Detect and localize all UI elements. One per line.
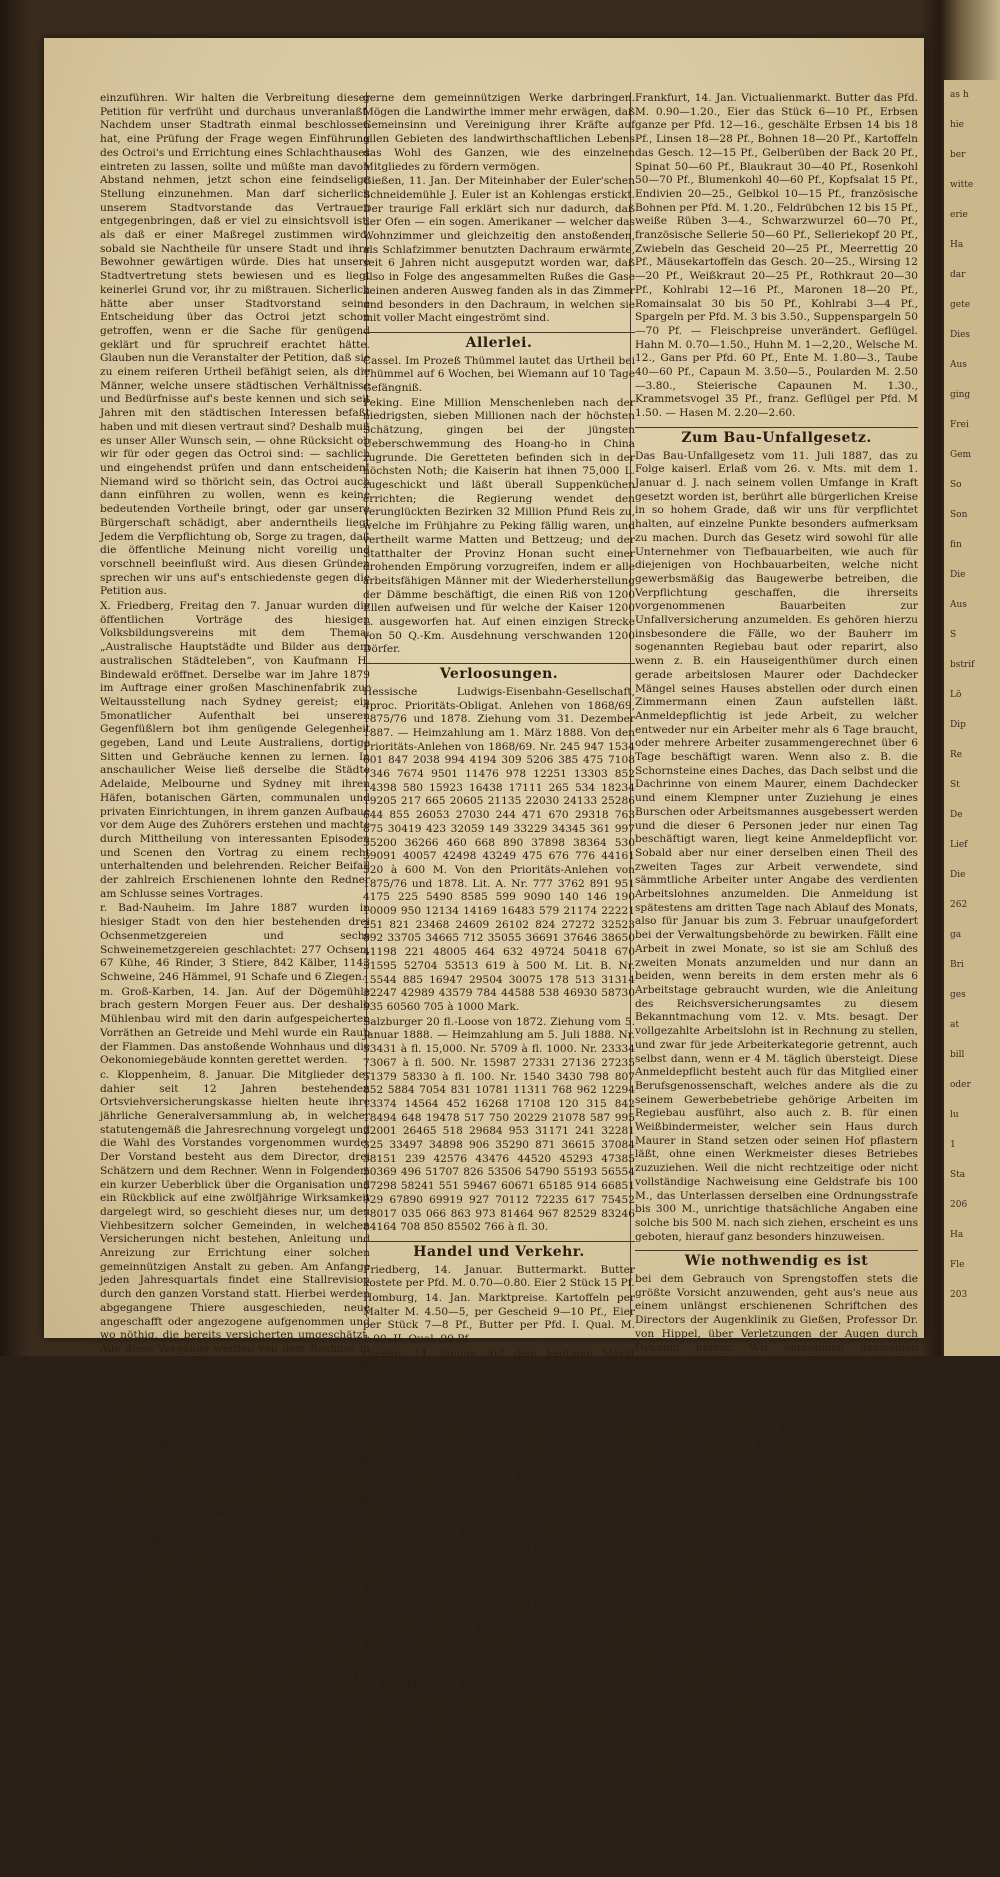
article-petition: einzuführen. Wir halten die Verbreitung dieser Petition für verfrüht und durchaus unveranlaßt. Nachdem unser Stadtrath einmal beschlossen hat, eine Prüfung der Frage wegen Einführung des Octroi's und Errichtung eines Schlachthauses eintreten zu lassen, sollte und müßte man davon Abstand nehmen, jetzt schon eine feindselige Stellung einzunehmen. Man darf sicherlich unserem Stadtvorstande das Vertrauen entgegenbringen, daß er viel zu einsichtsvoll ist, als daß er einer Maßregel zustimmen wird, sobald sie Nachtheile für unsere Stadt und ihre Bewohner gewärtigen würde. Dies hat unsere Stadtvertretung stets bewiesen und es liegt keinerlei Grund vor, ihr zu mißtrauen. Sicherlich hätte aber unser Stadtvorstand seine Entscheidung über das Octroi jetzt schon getroffen, wenn er die Sache für genügend geklärt und für spruchreif erachtet hätte. Glauben nun die Veranstalter der Petition, daß sie zu einem reiferen Urtheil befähigt seien, als die Männer, welche unsere städtischen Verhältnisse und Bedürfnisse auf's beste kennen und sich seit Jahren mit den städtischen Interessen befaßt haben und mit diesen vertraut sind? Deshalb muß es unser Aller Wunsch sein, — ohne Rücksicht ob wir für oder gegen das Octroi sind: — sachlich und eingehendst prüfen und dann entscheiden! Niemand wird so thöricht sein, das Octroi auch dann einführen zu wollen, wenn es keine bedeutenden Vortheile bringt, oder gar unsere Bürgerschaft schädigt, aber anderntheils liegt Jedem die Verpflichtung ob, Sorge zu tragen, daß die öffentliche Meinung nicht voreilig und vorschnell beeinflußt wird. Aus diesen Gründen sprechen wir uns auf's entschiedenste gegen die Petition aus.: [100, 92, 370, 598]
adjacent-page-fragment: Gem: [950, 450, 972, 460]
market-frankfurt-calves: Frankfurt, 12. Jan. Der heutige Kälbermarkt war von 443 Kälbern befahren. Die Preise für 1 Pfd. Schlachtgewicht waren 45—55 Pf.: [363, 1513, 635, 1553]
adjacent-page-fragment: Aus: [950, 360, 967, 370]
section-heading-verloosungen: Verloosungen.: [363, 663, 635, 682]
column-3: [635, 92, 918, 1779]
lottery-salzburger: Salzburger 20 fl.-Loose von 1872. Ziehung vom 5. Januar 1888. — Heimzahlung am 5. Juli 1888. Nr. 53431 à fl. 15,000. Nr. 5709 à fl. 1000. Nr. 23334 73067 à fl. 500. Nr. 15987 27331 27136 27235 51379 58330 à fl. 100. Nr. 1540 3430 798 807 852 5884 7054 831 10781 11311 768 962 12294 13374 14564 452 16268 17108 120 315 842 18494 648 19478 517 750 20229 21078 587 995 22001 26465 518 29684 953 31171 241 32281 325 33497 34898 906 35290 871 36615 37084 38151 239 42576 43476 44520 45293 47385 50369 496 51707 826 53506 54790 55193 56554 57298 58241 551 59467 60671 65185 914 66851 929 67890 69919 927 70112 72235 617 75452 78017 035 066 863 973 81464 967 82529 83246 84164 708 850 85502 766 à fl. 30.: [363, 1015, 635, 1234]
adjacent-page-fragment: oder: [950, 1080, 971, 1090]
adjacent-page-fragment: 1: [950, 1140, 956, 1150]
adjacent-page-fragment: fin: [950, 540, 962, 550]
section-heading-bau-unfallgesetz: Zum Bau-Unfallgesetz.: [635, 427, 918, 446]
market-giessen: Gießen, 14. Januar. Auf dem heutigen Markt kostete Butter per Pfd. M. 0.70—0.80, Eier per St. 7—8 Pf., Käse per St. 4—7 Pf., Tauben per Paar 0.50—0.70 M., Hühner per St. M. 0.90—1.30, Hahnen per St. M. 1.20 bis 1.50, Enten per St. M. 1.40—1.80, Gänse per Pfd. 50—60 Pf., Ochsenfleisch per Pfd. 58—60 Pf., Kuh- und Rindfleisch 45—50 Pf., Schweinefleisch 58 bis 60 Pf., Hammelfleisch 40—60 Pf., Kalbfleisch 40—48 Pf., Kartoffeln per 100 Kilo M. 4.00—4.80, Weißkraut Stück 5—10 Pf., Zwiebeln per Ctr. M. 8.00—10.00.: [363, 1347, 635, 1511]
adjacent-page-fragment: ber: [950, 150, 966, 160]
article-giessen: Gießen, 11. Jan. Der Miteinhaber der Euler'schen Schneidemühle J. Euler ist an Kohlengas erstickt. Der traurige Fall erklärt sich nur dadurch, daß der Ofen — ein sogen. Amerikaner — welcher das Wohnzimmer und gleichzeitig den anstoßenden, als Schlafzimmer benutzten Dachraum erwärmte, seit 6 Jahren nicht ausgeputzt worden war, daß also in Folge des angesammelten Rußes die Gase keinen anderen Ausweg fanden als in das Zimmer und besonders in den Dachraum, in welchen sie mit voller Macht eingeströmt sind.: [363, 175, 635, 325]
adjacent-page-fragment: Frei: [950, 420, 969, 430]
adjacent-page-fragment: Die: [950, 570, 966, 580]
section-heading-nothwendig: Wie nothwendig es ist: [635, 1250, 918, 1269]
adjacent-page-fragment: ga: [950, 930, 962, 940]
article-friedberg-lecture: X. Friedberg, Freitag den 7. Januar wurden die öffentlichen Vorträge des hiesigen Volksbildungsvereins mit dem Thema: „Australische Hauptstädte und Bilder aus dem australischen Städteleben“, von Kaufmann H. Bindewald eröffnet. Derselbe war im Jahre 1879 im Auftrage einer großen Maschinenfabrik zur Weltausstellung nach Sydney gereist; ein 5monatlicher Aufenthalt bei unseren Gegenfüßlern bot ihm genügende Gelegenheit gegeben, Land und Leute Australiens, dortige Sitten und Gebräuche kennen zu lernen. In anschaulicher Weise ließ derselbe die Städte Adelaide, Melbourne und Sydney mit ihren Häfen, botanischen Gärten, communalen und privaten Einrichtungen, in ihrem ganzen Aufbaue vor dem Auge des Zuhörers erstehen und machte durch Mittheilung von interessanten Episoden und Scenen den Vortrag zu einem recht unterhaltenden und belehrenden. Reicher Beifall der zahlreich Erschienenen lohnte den Redner am Schlusse seines Vortrages.: [100, 600, 370, 900]
adjacent-page-fragment: as h: [950, 90, 969, 100]
adjacent-page-fragment: Aus: [950, 600, 967, 610]
adjacent-page-fragment: 262: [950, 900, 968, 910]
article-continued: gerne dem gemeinnützigen Werke darbringen. Mögen die Landwirthe immer mehr erwägen, daß Gemeinsinn und Vereinigung ihrer Kräfte auf allen Gebieten des landwirthschaftlichen Lebens das Wohl des Ganzen, wie des einzelnen Mitgliedes zu fördern vermögen.: [363, 92, 635, 173]
market-frankfurt-hay: Frankfurt, 13. Jan. Heu- und Strohmarkt. Heu kosteten 100 Kilo M. 7.20—8, Stroh 100 Kilo M. 4.70 bis 4.90. — Victualien-Engrosmarkt. Butter 50 Kilo M. 80 bis 90., Eier das Hundert M. 5.50—9., Kartoffeln 100 Kilo M. 5—5.50., Mäusekartoffeln 50 Kilo M. 12—15., Erbsen 100 Kilo M. 18—21.50., geschälte M. 20—30., Linsen M. 28—45., Bohnen M. 21—25., Weißkraut 50 Kilo M. 7—8., Zwiebeln 50 Kilo M. 9—10., Mohrrüben 50 Kilo M. 6—8., Kastanien M. 12—15., Maronen M. 18., Blumenkohl das Hundert M. 30—50., Knoblauch 100 Stück M. 2.80., Orangen 100 Stück M. 8—10., Citronen 100 Stück M. 10—12., hiesige Spargeln per das Pfd. M. 3—3.50., Suppenspargeln 50—70 Pf., Meerrettig 100 Stück M. 15.: [363, 1555, 635, 1773]
adjacent-page-fragment: Son: [950, 510, 968, 520]
adjacent-page-fragment: St: [950, 780, 960, 790]
text-columns: [100, 92, 948, 1876]
adjacent-page-fragment: Die: [950, 870, 966, 880]
adjacent-page-fragment: S: [950, 630, 957, 640]
article-bad-nauheim: r. Bad-Nauheim. Im Jahre 1887 wurden in hiesiger Stadt von den hier bestehenden drei Ochsenmetzgereien und sechs Schweinemetzgereien geschlachtet: 277 Ochsen, 67 Kühe, 46 Rinder, 3 Stiere, 842 Kälber, 1143 Schweine, 246 Hämmel, 91 Schafe und 6 Ziegen.: [100, 902, 370, 983]
adjacent-page-fragment: Dip: [950, 720, 966, 730]
adjacent-page-fragment: Lief: [950, 840, 968, 850]
adjacent-page-fragment: ges: [950, 990, 966, 1000]
article-cassel: Cassel. Im Prozeß Thümmel lautet das Urtheil bei Thümmel auf 6 Wochen, bei Wiemann auf 10 Tage Gefängniß.: [363, 354, 635, 395]
adjacent-page-fragment: gete: [950, 300, 971, 310]
market-friedberg: Friedberg, 14. Januar. Buttermarkt. Butter kostete per Pfd. M. 0.70—0.80. Eier 2 Stück 15 Pf.: [363, 1263, 635, 1290]
adjacent-page-fragment: ging: [950, 390, 971, 400]
adjacent-page-fragment: So: [950, 480, 962, 490]
article-peking: Peking. Eine Million Menschenleben nach der niedrigsten, sieben Millionen nach der höchsten Schätzung, gingen bei der jüngsten Ueberschwemmung des Hoang-ho in China zugrunde. Die Geretteten befinden sich in der höchsten Noth; die Kaiserin hat ihnen 75,000 L. zugeschickt und läßt überall Suppenküchen errichten; die Regierung wendet den verunglückten Bezirken 32 Million Pfund Reis zu, welche im Frühjahre zu Peking fällig waren, und vertheilt warme Matten und Bettzeug; und der Statthalter der Provinz Honan sucht einer drohenden Empörung vorzugreifen, indem er alle arbeitsfähigen Männer mit der Wiederherstellung der Dämme beschäftigt, die einen Riß von 1200 Ellen aufweisen und für welche der Kaiser 1200 L. ausgeworfen hat. Auf einen einzigen Strecke von 50 Q.-Km. Ausdehnung verschwanden 1200 Dörfer.: [363, 396, 635, 656]
adjacent-page-fragment: Bri: [950, 960, 964, 970]
adjacent-page-fragment: Re: [950, 750, 963, 760]
adjacent-page-fragment: Lö: [950, 690, 962, 700]
adjacent-page-fragment: hie: [950, 120, 965, 130]
adjacent-page-fragment: Dies: [950, 330, 971, 340]
adjacent-page-fragment: 206: [950, 1200, 968, 1210]
adjacent-page-strip: [944, 80, 1000, 1356]
article-gross-karben: m. Groß-Karben, 14. Jan. Auf der Dögemühle brach gestern Morgen Feuer aus. Der deshalb Mühlenbau wird mit den darin aufgespeicherten Vorräthen an Getreide und Mehl wurde ein Raub der Flammen. Das anstoßende Wohnhaus und die Oekonomiegebäude konnten gerettet werden.: [100, 985, 370, 1067]
article-bau-unfallgesetz: Das Bau-Unfallgesetz vom 11. Juli 1887, das zu Folge kaiserl. Erlaß vom 26. v. Mts. mit dem 1. Januar d. J. nach seinem vollen Umfange in Kraft gesetzt worden ist, berührt alle bürgerlichen Kreise in so hohem Grade, daß wir uns für verpflichtet halten, auf einzelne Punkte besonders aufmerksam zu machen. Durch das Gesetz wird sowohl für alle Unternehmer von Tiefbauarbeiten, wie auch für diejenigen von Hochbauarbeiten, welche nicht gewerbsmäßig das Baugewerbe betreiben, die Verpflichtung geschaffen, die ihrerseits vorgenommenen Bauarbeiten zur Unfallversicherung anzumelden. Es gehören hierzu insbesondere die Fälle, wo der Bauherr im sogenannten Regiebau baut oder reparirt, also wenn z. B. ein Hauseigenthümer durch einen gerade arbeitslosen Maurer oder Dachdecker Mängel seines Hauses abstellen oder durch einen Zimmermann einen Zaun aufstellen läßt. Anmeldepflichtig ist jede Arbeit, zu welcher entweder nur ein Arbeiter mehr als 6 Tage braucht, oder mehrere Arbeiter zusammengerechnet über 6 Tage beschäftigt waren. Wenn also z. B. die Schornsteine eines Daches, das Dach selbst und die Dachrinne von einem Maurer, einem Dachdecker und einem Klempner unter Zuziehung je eines Burschen oder Arbeitsmannes ausgebessert werden und die dieser 6 Personen jeder nur einen Tag beschäftigt waren, liegt keine Anmeldepflicht vor. Sobald aber nur einer derselben einen Theil des zweiten Tages zur Arbeit verwendete, sind sämmtliche Arbeiter unter Angabe des verdienten Arbeitslohnes anzumelden. Die Anmeldung ist spätestens am dritten Tage nach Ablauf des Monats, also für Januar bis zum 3. Februar unaufgefordert bei der Verwaltungsbehörde zu bewirken. Fällt eine Arbeit in zwei Monate, so ist sie am Schluß des zweiten Monats anzumelden und nur dann an beiden, wenn bereits in dem ersten mehr als 6 Arbeitstage gebraucht wurden, wie die Anleitung des Reichsversicherungsamtes zu diesem Bekanntmachung vom 12. v. Mts. besagt. Der vollgezahlte Arbeitslohn ist in Rechnung zu stellen, und zwar für jede Arbeiterkategorie getrennt, auch selbst dann, wenn er 4 M. täglich übersteigt. Diese Anmeldepflicht besteht auch für das Mitglied einer Berufsgenossenschaft, welches andere als die zu seinem Gewerbebetriebe gehörige Arbeiten im Regiebau ausführt, also auch z. B. für einen Weißbindermeister, welcher sein Haus durch Maurer in Stand setzen oder seinen Hof pflastern läßt, ohne einen Werkmeister dieses Betriebes zuzuziehen. Weil die nicht rechtzeitige oder nicht vollständige Nachweisung eine Geldstrafe bis 100 M., das Unterlassen derselben eine Ordnungsstrafe bis 300 M., unrichtige thatsächliche Angaben eine solche bis 500 M. nach sich ziehen, erscheint es uns geboten, hierauf ganz besonders hinzuweisen.: [635, 449, 918, 1243]
column-1: [100, 92, 370, 1876]
lottery-hessische: Hessische Ludwigs-Eisenbahn-Gesellschaft, 4proc. Prioritäts-Obligat. Anlehen von 1868/69, 1875/76 und 1878. Ziehung vom 31. Dezember 1887. — Heimzahlung am 1. März 1888. Von den Prioritäts-Anlehen von 1868/69. Nr. 245 947 1534 601 847 2038 994 4194 309 5206 385 475 7108 7346 7674 9501 11476 978 12251 13303 852 14398 580 15923 16438 17111 265 534 18234 19205 217 665 20605 21135 22030 24133 25286 644 855 26053 27030 244 471 670 29318 763 875 30419 423 32059 149 33229 34345 361 997 35200 36266 460 668 890 37898 38364 530 39091 40057 42498 43249 475 676 776 44161 520 à 600 M. Von den Prioritäts-Anlehen von 1875/76 und 1878. Lit. A. Nr. 777 3762 891 951 4175 225 5490 8585 599 9090 140 146 190 10009 950 12134 14169 16483 579 21174 22221 251 821 23468 24609 26102 824 27272 32523 892 33705 34665 712 35055 36691 37646 38650 41198 221 48005 464 632 49724 50418 670 51595 52704 53513 619 à 500 M. Lit. B. Nr. 15544 885 16947 29504 30075 178 513 31314 32247 42989 43579 784 44588 538 46930 58730 935 60560 705 à 1000 Mark.: [363, 685, 635, 1013]
adjacent-page-fragment: witte: [950, 180, 974, 190]
market-homburg: Homburg, 14. Jan. Marktpreise. Kartoffeln per Malter M. 4.50—5, per Gescheid 9—10 Pf., Eier per Stück 7—8 Pf., Butter per Pfd. I. Qual. M. 1.00, II. Qual. 90 Pf.: [363, 1292, 635, 1346]
adjacent-page-fragment: Fle: [950, 1260, 965, 1270]
article-dynamit: bei dem Gebrauch von Sprengstoffen stets die größte Vorsicht anzuwenden, geht aus's neue aus einem unlängst erschienenen Schriftchen des Directors der Augenklinik zu Gießen, Professor Dr. von Hippel, über Verletzungen der Augen durch Dynamit hervor. Wir entnehmen demselben folgende Mittheilungen, deren Beachtung wir allen denjenigen, welche sich mit Sprengarbeiten beschäftigen, namentlich also den Berg- und Steinbruchs-Arbeitern, dringend empfehlen. Professor Dr. v. Hippel schreibt: Vom Jahre 1880—1886 kamen in meiner Klinik 20 Fälle von 70 Dynamitverletzungen der Augen zur Aufnahme, und zwar 17 doppelseitige und 3 einseitige. 19mal handelte es sich um Bergleute, welche meist beim Sprengen von Gesteine im Schacht verunglückt waren, einmal um einen ländlichen Arbeiter, der den fest in der Erde haftenden Stumpf eines alten Baumes durch Dynamit hatte beseitigen wollen; alle Patienten standen im besten Mannesalter. Obgleich die Bergpolizei-Verordnungen Anweisungen über die Aufbewahrung und Verwendung des Dynamits, sowie die dabei zu beobachtenden Vorsichtsmaßregeln geben, scheinen dieselben den Bergleuten zum Theil nicht ausreichend bekannt gemacht und eingeschärft zu werden; einige meiner Patienten behaupteten wenigstens auf das bestimmteste, von den bezüglichen Vorschriften nie etwas gehört zu haben. Die Mehrzahl hatte die Verletzung allerdings wohl nur eigener großer Unvorsichtigkeit zuzuschreiben. Im 13 Fällen erfolgte dieselbe dadurch, daß die in das Bohrloch gesteckte Zündschnur etwas langsamer als gewöhnlich weiter brannte, und die Bergleute in der Meinung, dieselbe wäre erloschen, sich vorsichtig dem Bohrloch näherten, um eine neue Schnur: [635, 1273, 918, 1779]
adjacent-page-fragment: Ha: [950, 1230, 964, 1240]
adjacent-page-fragment: Ha: [950, 240, 964, 250]
adjacent-page-fragment: dar: [950, 270, 966, 280]
column-2: [363, 92, 635, 1773]
article-kloppenheim: c. Kloppenheim, 8. Januar. Die Mitglieder der dahier seit 12 Jahren bestehenden Ortsviehversicherungskasse hielten heute ihre jährliche Generalversammlung ab, in welcher statutengemäß die Jahresrechnung vorgelegt und die Wahl des Vorstandes vorgenommen wurde. Der Vorstand besteht aus dem Director, drei Schätzern und dem Rechner. Wenn in Folgendem ein kurzer Ueberblick über die Organisation und ein Rückblick auf eine zwölfjährige Wirksamkeit dargelegt wird, so geschieht dieses nur, um den Viehbesitzern solcher Gemeinden, in welchen Versicherungen nicht bestehen, Anleitung und Anreizung zur Errichtung einer solchen gemeinnützigen Anstalt zu geben. Am Anfange jeden Jahresquartals findet eine Stallrevision durch den ganzen Vorstand statt. Hierbei werden abgegangene Thiere ausgeschieden, neue angeschafft oder angezogene aufgenommen und wo nöthig, die bereits versicherten umgeschätzt. Alle diese Vorgänge werden von dem Rechner in dem Gesammt-Verzeichniß vermerkt. Jeder Versicherte hat einen Auszug aus diesem Hauptverzeichniß in Händen, in welchem er seine einzelnen Thiere, nach Art, Farbe und sonstigen Kennzeichen, Alter und Schätzungswerth ausgezeichnet findet. Auf Grund dieser Quartalschätzung wird das Heberegister von dem Rechner aufgestellt und dem Director angemeldet. Diese Einrichtung der Vorerhebung empfiehlt sich deßwegen, weil dann immer Geld in der Kasse ist und Schadenfälle sofort bezahlt werden können. Nacherhebungen führen zu Unzuträglichkeiten. Die während des Quartals angeschafften Thiere werden sofort aufgenommen. Die Schadenfälle werden durch den Vorstand geregelt; bei einem Totalschaden werden 4/5 des im Hauptverzeichniß stehenden Taxationswerthes ausbezahlt, desgleichen bei Thieren, welche wegen Unheilbarkeit zu Gunsten der Kasse verwerthet werden müssen. Rechts-Streitigkeiten sind statutenmäßig ausgeschlossen. Nach einer zwölfjährigen Erfahrung haben wir alle Schäden prompt berichtigt durch vierteljährige Erhebung von 1/2 Procent der Versicherungs-Summe, also jährlich 2 Procent und dabei hatten wir immer einen Kassenvorrath, der verzinslich angelegt ist. Es ist gewiß ein geringer Betrag sich durch Zahlung von jährlich 2 Procent vor größeren Verlusten zu versichern und, sofern man selbst keinen Schaden erlitten, ein gern gebrachtes Opfer, um den Verlust seines Versicherungsgenossen mittragen zu helfen. Die Geschäfte des Vorstandes mit Ausnahme des Rechners, der für die Besorgung der schriftlichen Arbeiten, Erhebung der Beiträge u. s. w. jährlich 20 Mark erhält, werden unentgeltlich besorgt. Ehre diesen Männern, die Zeit und Mühe: [100, 1068, 370, 1876]
adjacent-page-fragment: De: [950, 810, 963, 820]
adjacent-page-fragment: lu: [950, 1110, 959, 1120]
adjacent-page-fragment: 203: [950, 1290, 968, 1300]
adjacent-page-fragment: at: [950, 1020, 959, 1030]
section-heading-allerlei: Allerlei.: [363, 332, 635, 351]
market-frankfurt-victuals: Frankfurt, 14. Jan. Victualienmarkt. Butter das Pfd. M. 0.90—1.20., Eier das Stück 6—10 Pf., Erbsen ganze per Pfd. 12—16., geschälte Erbsen 14 bis 18 Pf., Linsen 18—28 Pf., Bohnen 18—20 Pf., Kartoffeln das Gesch. 12—15 Pf., Gelberüben der Back 20 Pf., Spinat 50—60 Pf., Blaukraut 30—40 Pf., Rosenkohl 50—70 Pf., Blumenkohl 40—60 Pf., Kopfsalat 15 Pf., Endivien 20—25., Gelbkol 10—15 Pf., französische Bohnen per Pfd. M. 1.20., Feldrübchen 12 bis 15 Pf., weiße Rüben 3—4., Schwarzwurzel 60—70 Pf., französische Sellerie 50—60 Pf., Selleriekopf 20 Pf., Zwiebeln das Gescheid 20—25 Pf., Meerrettig 20 Pf., Mäusekartoffeln das Gesch. 20—25., Wirsing 12—20 Pf., Weißkraut 20—25 Pf., Rothkraut 20—30 Pf., Kohlrabi 12—16 Pf., Maronen 18—20 Pf., Romainsalat 30 bis 50 Pf., Kohlrabi 3—4 Pf., Spargeln per Pfd. M. 3 bis 3.50., Suppenspargeln 50—70 Pf. — Fleischpreise unverändert. Geflügel. Hahn M. 0.70—1.50., Huhn M. 1—2,20., Welsche M. 12., Gans per Pfd. 60 Pf., Ente M. 1.80—3., Taube 40—60 Pf., Capaun M. 3.50—5., Poularden M. 2.50—3.80., Steierische Capaunen M. 1.30., Krammetsvogel 35 Pf., franz. Geflügel per Pfd. M 1.50. — Hasen M. 2.20—2.60.: [635, 92, 918, 420]
adjacent-page-fragment: bstrif: [950, 660, 975, 670]
adjacent-page-fragment: bill: [950, 1050, 965, 1060]
adjacent-page-fragment: Sta: [950, 1170, 966, 1180]
section-heading-handel: Handel und Verkehr.: [363, 1241, 635, 1260]
adjacent-page-fragment: erie: [950, 210, 968, 220]
